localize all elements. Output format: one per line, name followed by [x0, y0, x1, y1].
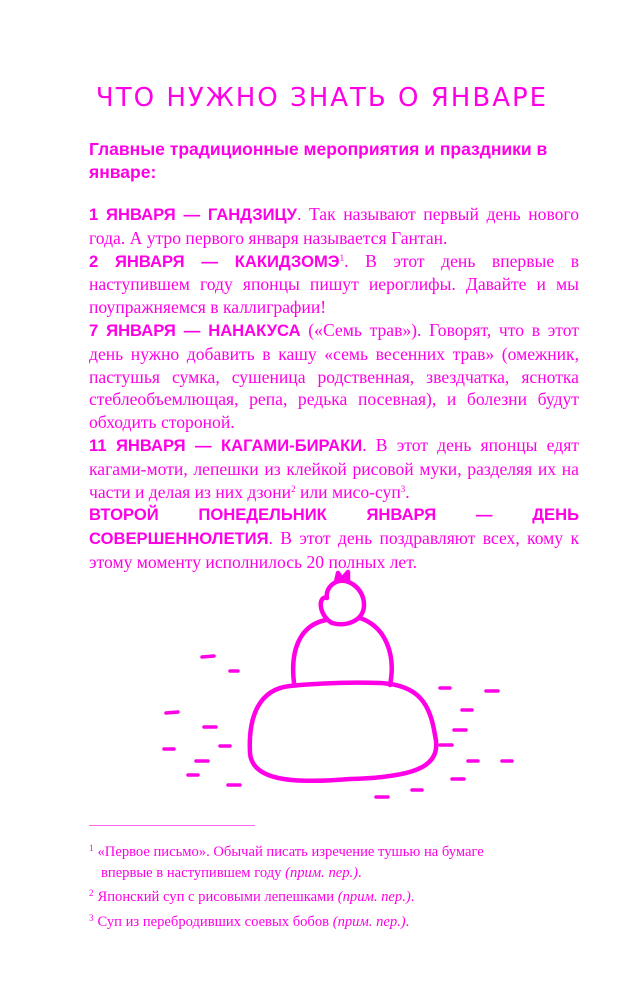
footnote-item [89, 838, 589, 863]
footnote-text: «Первое письмо». Обычай писать изречение тушью на бумаге [97, 844, 484, 860]
footnote-text: . [410, 889, 415, 905]
footnote-divider [89, 825, 255, 826]
footnote-item [89, 863, 589, 884]
holiday-date: 1 ЯНВАРЯ — ГАНДЗИЦУ [89, 205, 297, 224]
mochi-bottom [250, 683, 436, 781]
kagami-mochi-illustration [150, 565, 520, 815]
footnotes [89, 838, 589, 932]
holiday-date: 2 ЯНВАРЯ — КАКИДЗОМЭ [89, 251, 340, 271]
holiday-entry [89, 503, 579, 573]
scatter-dashes [164, 656, 512, 797]
footnote-ref: 1 [339, 252, 345, 263]
footnote-note: (прим. пер.) [337, 889, 411, 905]
holiday-entry [89, 203, 579, 250]
intro-heading: Главные традиционные мероприятия и праздники в январе: [89, 139, 548, 182]
holiday-text: . В этот день поздравляют всех, кому к этому моменту исполнилось 20 полных лет. [89, 528, 579, 572]
footnote-note: (прим. пер.) [285, 864, 359, 881]
footnote-item [89, 908, 589, 933]
footnote-text: Японский суп с рисовыми лепешками [97, 889, 335, 905]
footnote-text: . [405, 913, 410, 930]
footnote-item [89, 883, 589, 908]
footnote-ref: 3 [400, 483, 406, 494]
page-title: ЧТО НУЖНО ЗНАТЬ О ЯНВАРЕ [95, 83, 549, 113]
holiday-text: или мисо-суп [295, 481, 401, 502]
holiday-text: . Так называют первый день нового года. А утро первого января называется Гантан. [89, 204, 580, 248]
holiday-text: . [405, 481, 410, 502]
footnote-number: 1 [89, 843, 94, 853]
footnote-text: впервые в наступившем году [101, 864, 282, 881]
holiday-list [89, 203, 579, 574]
holiday-date: ВТОРОЙ ПОНЕДЕЛЬНИК ЯНВАРЯ — ДЕНЬ СОВЕРШЕННОЛЕТИЯ [89, 505, 579, 549]
holiday-text: . В этот день впервые в наступившем году японцы пишут иероглифы. Давайте и мы поупражняемся в каллиграфии! [89, 250, 579, 318]
footnote-number: 2 [89, 888, 94, 898]
holiday-date: 7 ЯНВАРЯ — НАНАКУСА [89, 320, 301, 340]
strawberry-icon [321, 581, 364, 624]
holiday-entry [89, 319, 579, 434]
holiday-text: . В этот день японцы едят кагами-моти, лепешки из клейкой рисовой муки, разделяя их на части и делая из них дзони [89, 434, 579, 502]
footnote-ref: 2 [291, 483, 296, 494]
holiday-text: («Семь трав»). Говорят, что в этот день нужно добавить в кашу «семь весенних трав» (омежник, пастушья сумка, сушеница родственная, звездчатка, яснотка стеблеобъемлющая, репа, редька посевная), и болезни будут обходить стороной. [89, 319, 580, 433]
holiday-entry [89, 434, 579, 503]
footnote-note: (прим. пер.) [332, 913, 406, 930]
holiday-entry [89, 250, 579, 319]
holiday-date: 11 ЯНВАРЯ — КАГАМИ-БИРАКИ [89, 435, 363, 455]
footnote-text: . [358, 864, 362, 881]
mochi-top [293, 618, 392, 685]
footnote-text: Суп из перебродивших соевых бобов [97, 913, 330, 930]
footnote-number: 3 [89, 912, 94, 923]
